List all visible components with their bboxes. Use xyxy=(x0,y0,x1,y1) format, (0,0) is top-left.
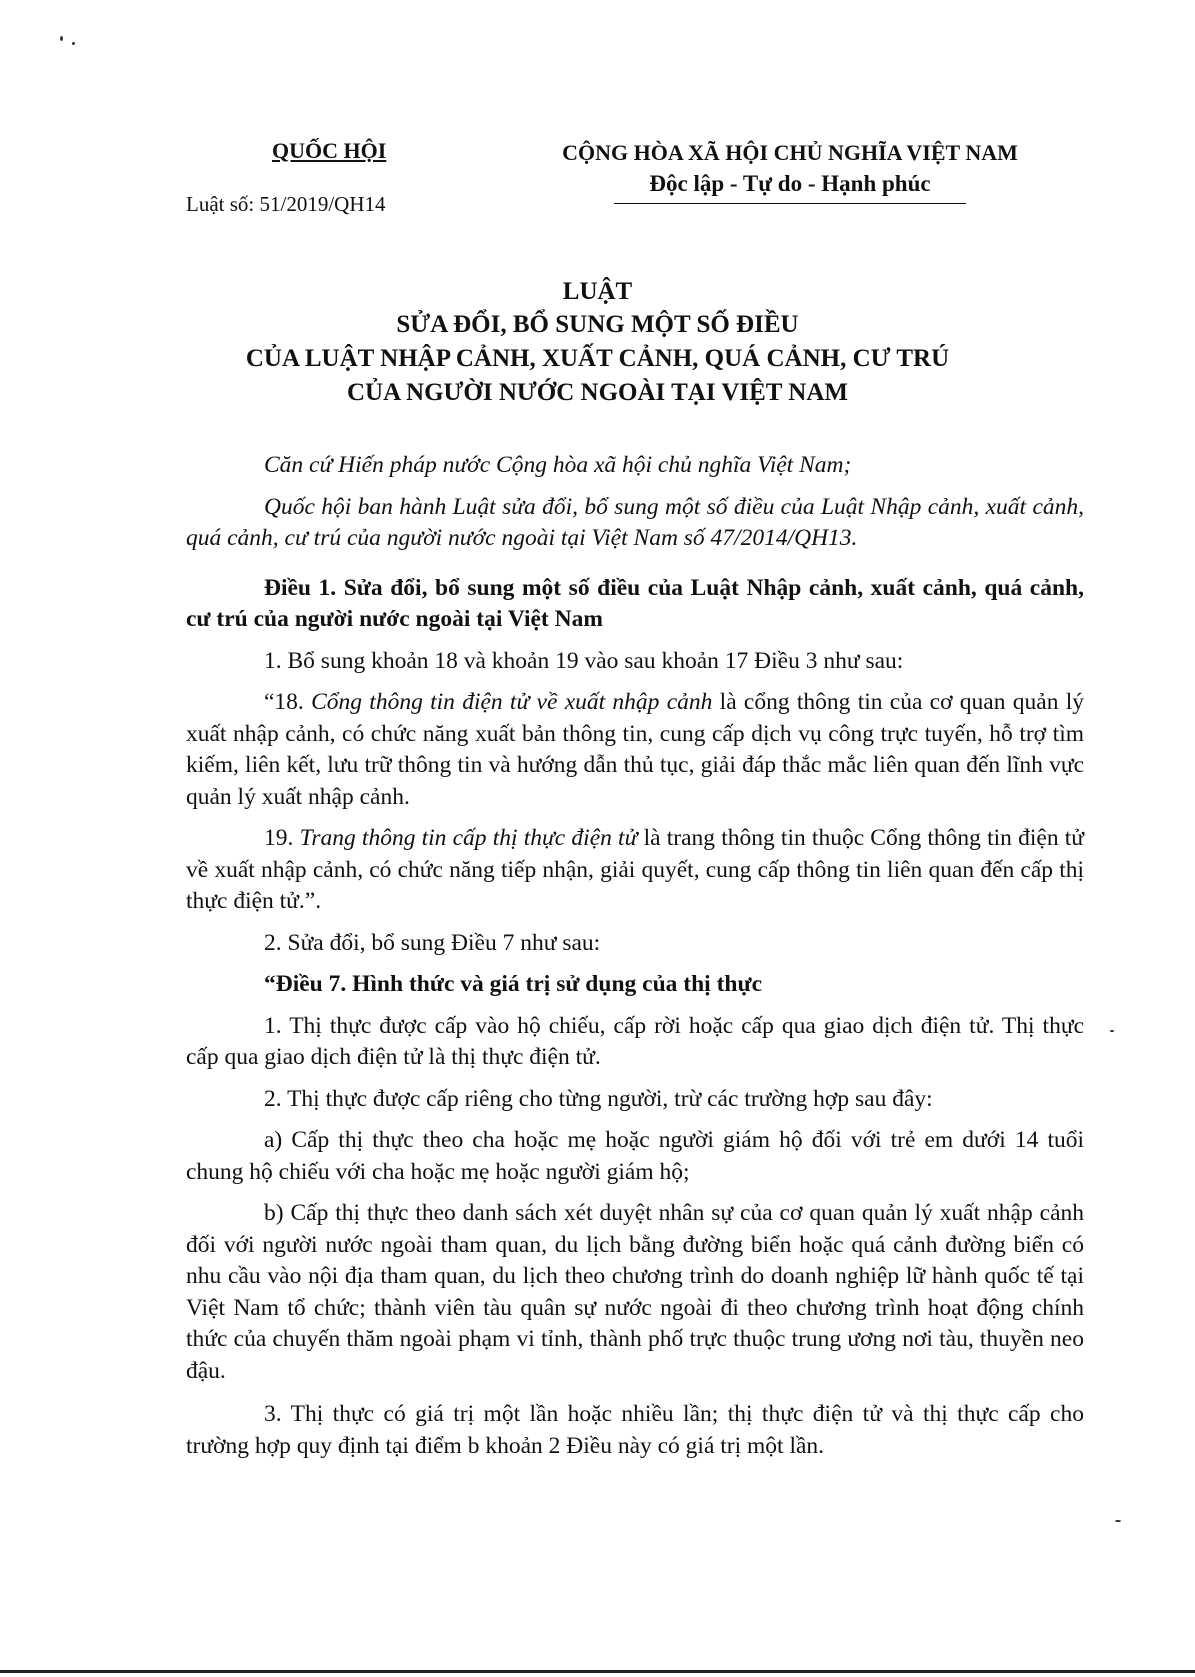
article-7-clause-1: 1. Thị thực được cấp vào hộ chiếu, cấp rời hoặc cấp qua giao dịch điện tử. Thị thực cấp qua giao dịch điện tử là thị thực điện tử. xyxy=(186,1012,1084,1070)
national-motto: Độc lập - Tự do - Hạnh phúc xyxy=(649,171,931,196)
law-title xyxy=(150,276,1045,410)
clause-19-prefix: 19. xyxy=(264,825,300,851)
motto-underline xyxy=(614,203,966,204)
article-7-clause-2a: a) Cấp thị thực theo cha hoặc mẹ hoặc người giám hộ đối với trẻ em dưới 14 tuổi chung hộ chiếu với cha hoặc mẹ hoặc người giám hộ; xyxy=(186,1127,1084,1185)
page-bottom-edge xyxy=(0,1670,1195,1673)
scan-speck xyxy=(60,36,63,41)
clause-19 xyxy=(186,823,1084,918)
nation-name: CỘNG HÒA XÃ HỘI CHỦ NGHĨA VIỆT NAM xyxy=(562,140,1018,165)
title-line-4: CỦA NGƯỜI NƯỚC NGOÀI TẠI VIỆT NAM xyxy=(347,379,848,406)
article-7-clause-2b: b) Cấp thị thực theo danh sách xét duyệt nhân sự của cơ quan quản lý xuất nhập cảnh đối với người nước ngoài tham quan, du lịch bằng đường biển hoặc quá cảnh đường biển có nhu cầu vào nội địa tham quan, du lịch theo chương trình do doanh nghiệp lữ hành quốc tế tại Việt Nam tổ chức; thành viên tàu quân sự nước ngoài đi theo chương trình hoạt động chính thức của chuyến thăm ngoài phạm vi tỉnh, thành phố trực thuộc trung ương nơi tàu, thuyền neo đậu. xyxy=(186,1200,1084,1384)
title-line-2: SỬA ĐỔI, BỔ SUNG MỘT SỐ ĐIỀU xyxy=(396,311,799,338)
scan-speck xyxy=(1115,1520,1121,1522)
article-1-item-2: 2. Sửa đổi, bổ sung Điều 7 như sau: xyxy=(264,929,601,956)
document-body xyxy=(186,450,1084,1462)
article-1-heading: Điều 1. Sửa đổi, bổ sung một số điều của Luật Nhập cảnh, xuất cảnh, quá cảnh, cư trú của người nước ngoài tại Việt Nam xyxy=(186,574,1084,632)
clause-18 xyxy=(186,687,1084,813)
scan-speck xyxy=(72,42,75,45)
organization-name: QUỐC HỘI xyxy=(272,138,387,163)
clause-19-text: là trang thông tin thuộc Cổng thông tin điện tử về xuất nhập cảnh, có chức năng tiếp nhận, giải quyết, cung cấp thông tin liên quan đến cấp thị thực điện tử.”. xyxy=(186,825,1085,914)
clause-18-prefix: “18. xyxy=(264,689,312,715)
header-right xyxy=(530,140,1050,204)
scan-speck xyxy=(1110,1030,1114,1032)
clause-19-term: Trang thông tin cấp thị thực điện tử xyxy=(299,825,638,851)
preamble-basis: Căn cứ Hiến pháp nước Cộng hòa xã hội chủ nghĩa Việt Nam; xyxy=(264,452,852,478)
article-7-heading: “Điều 7. Hình thức và giá trị sử dụng của thị thực xyxy=(264,971,762,997)
title-line-1: LUẬT xyxy=(562,278,633,305)
law-number: Luật số: 51/2019/QH14 xyxy=(186,192,386,216)
title-line-3: CỦA LUẬT NHẬP CẢNH, XUẤT CẢNH, QUÁ CẢNH, CƯ TRÚ xyxy=(245,345,950,372)
preamble xyxy=(186,450,1084,555)
preamble-enactment: Quốc hội ban hành Luật sửa đổi, bổ sung một số điều của Luật Nhập cảnh, xuất cảnh, quá cảnh, cư trú của người nước ngoài tại Việt Nam số 47/2014/QH13. xyxy=(186,493,1084,551)
article-7-clause-2: 2. Thị thực được cấp riêng cho từng người, trừ các trường hợp sau đây: xyxy=(264,1085,933,1112)
article-7-clause-3: 3. Thị thực có giá trị một lần hoặc nhiều lần; thị thực điện tử và thị thực cấp cho trường hợp quy định tại điểm b khoản 2 Điều này có giá trị một lần. xyxy=(186,1401,1084,1459)
clause-18-text: là cổng thông tin của cơ quan quản lý xuất nhập cảnh, có chức năng xuất bản thông tin, cung cấp dịch vụ công trực tuyến, hỗ trợ tìm kiếm, liên kết, lưu trữ thông tin và hướng dẫn thủ tục, giải đáp thắc mắc liên quan đến lĩnh vực quản lý xuất nhập cảnh. xyxy=(186,689,1084,810)
clause-18-term: Cổng thông tin điện tử về xuất nhập cảnh xyxy=(311,689,713,715)
article-1-item-1: 1. Bổ sung khoản 18 và khoản 19 vào sau khoản 17 Điều 3 như sau: xyxy=(264,647,904,674)
